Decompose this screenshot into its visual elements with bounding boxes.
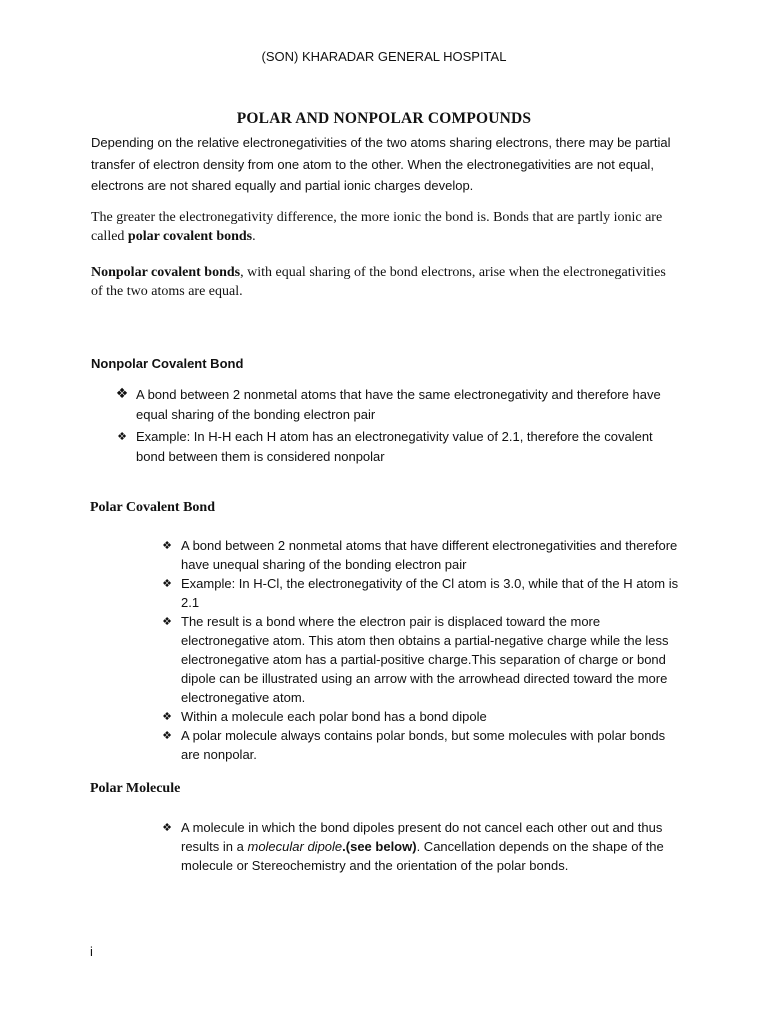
intro-paragraph-1: Depending on the relative electronegativities of the two atoms sharing electrons, there may be partial transfer of electron density from one atom to the other. When the electronegativities are not equal, electrons are not shared equally and partial ionic charges develop.	[91, 135, 671, 193]
list-item-text: Example: In H-Cl, the electronegativity of the Cl atom is 3.0, while that of the H atom is 2.1	[181, 576, 679, 610]
diamond-bullet-icon: ❖	[162, 821, 172, 834]
list-item	[162, 574, 681, 612]
list-item	[162, 707, 681, 726]
list-item	[162, 536, 681, 574]
section-heading-polar: Polar Covalent Bond	[90, 500, 215, 515]
paragraph-text: .	[252, 228, 256, 244]
nonpolar-covalent-bonds-term: Nonpolar covalent bonds	[91, 265, 241, 280]
diamond-bullet-icon: ❖	[162, 539, 172, 552]
list-item-text: A polar molecule always contains polar bonds, but some molecules with polar bonds are nonpolar.	[181, 728, 666, 762]
polar-molecule-bullet-list	[162, 818, 681, 875]
list-item-text: Example: In H-H each H atom has an electronegativity value of 2.1, therefore the covalent bond between them is considered nonpolar	[136, 429, 653, 464]
section-heading-polar-molecule: Polar Molecule	[90, 781, 181, 796]
nonpolar-bullet-list	[115, 385, 681, 467]
list-item	[162, 726, 681, 764]
hospital-header: (SON) KHARADAR GENERAL HOSPITAL	[261, 49, 507, 64]
diamond-bullet-icon: ❖	[162, 615, 172, 628]
polar-bullet-list	[162, 536, 681, 764]
diamond-bullet-icon: ❖	[162, 710, 172, 723]
section-heading-nonpolar: Nonpolar Covalent Bond	[91, 356, 244, 371]
diamond-bullet-icon: ❖	[162, 577, 172, 590]
page-title: POLAR AND NONPOLAR COMPOUNDS	[236, 110, 532, 127]
list-item-text: A bond between 2 nonmetal atoms that have the same electronegativity and therefore have equal sharing of the bonding electron pair	[136, 387, 661, 422]
list-item-text: The result is a bond where the electron pair is displaced toward the more electronegative atom. This atom then obtains a partial-negative charge while the less electronegative atom has a partial-positive charge.This separation of charge or bond dipole can be illustrated using an arrow with the arrowhead directed toward the more electronegative atom.	[181, 614, 669, 705]
list-item	[162, 818, 681, 875]
diamond-bullet-icon: ❖	[117, 430, 127, 443]
list-item-text: . Cancellation depends on the shape of the molecule or Stereochemistry and the orientation of the polar bonds.	[181, 839, 664, 873]
intro-paragraph-2	[91, 209, 671, 246]
molecular-dipole-term: molecular dipole	[247, 839, 343, 854]
list-item	[115, 385, 681, 425]
see-below-note: .(see below)	[342, 839, 417, 854]
list-item	[117, 427, 681, 467]
polar-covalent-bonds-term: polar covalent bonds	[127, 228, 253, 244]
paragraph-text: , with equal sharing of the bond electrons, arise when the electronegativities of the two atoms are equal.	[91, 265, 666, 299]
list-item	[162, 612, 681, 707]
list-item-text: A bond between 2 nonmetal atoms that have different electronegativities and therefore have unequal sharing of the bonding electron pair	[181, 538, 678, 572]
intro-paragraph-3	[91, 264, 671, 301]
paragraph-text: The greater the electronegativity difference, the more ionic the bond is. Bonds that are partly ionic are called	[91, 210, 663, 244]
list-item-text: Within a molecule each polar bond has a bond dipole	[181, 709, 487, 724]
diamond-bullet-icon: ❖	[115, 386, 129, 402]
diamond-bullet-icon: ❖	[162, 729, 172, 742]
list-item-text: A molecule in which the bond dipoles present do not cancel each other out and thus results in a	[181, 820, 663, 854]
page-number: i	[90, 944, 93, 959]
